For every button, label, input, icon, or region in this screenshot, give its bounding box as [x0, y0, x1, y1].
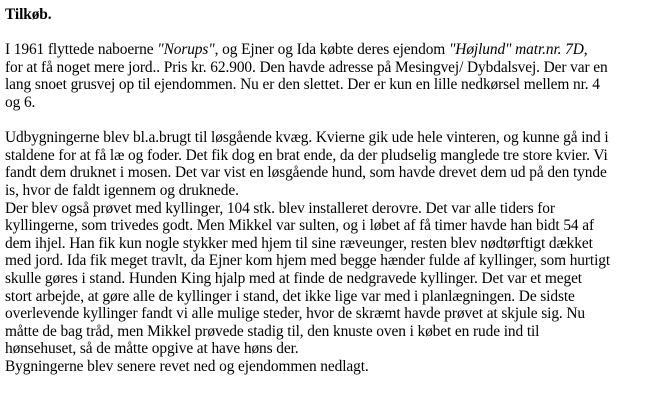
text-line: staldene for at få læ og foder. Det fik dog en brat ende, da der pludselig manglede tre store kvier. Vi	[5, 146, 608, 164]
text-run-italic: "Norups"	[157, 41, 215, 59]
paragraph-demolition	[5, 358, 649, 376]
paragraph-chickens	[5, 200, 649, 358]
text-line: hønsehuset, så de måtte opgive at have høns der.	[5, 340, 299, 358]
document-title: Tilkøb.	[5, 6, 52, 23]
text-line	[5, 41, 649, 59]
text-line: med jord. Ida fik meget travlt, da Ejner kom hjem med begge hænder fulde af kyllinger, som hurtigt	[5, 252, 611, 270]
text-line: Udbygningerne blev bl.a.brugt til løsgående kvæg. Kvierne gik ude hele vinteren, og kunne gå ind i	[5, 129, 609, 147]
text-line: måtte de bag tråd, men Mikkel prøvede stadig til, den knuste oven i købet en rude ind til	[5, 322, 540, 340]
text-line: is, hvor de faldt igennem og druknede.	[5, 181, 239, 199]
text-run: , og Ejner og Ida købte deres ejendom	[214, 41, 449, 59]
text-line: og 6.	[5, 93, 36, 111]
text-run: I 1961 flyttede naboerne	[5, 41, 158, 59]
text-line: Bygningerne blev senere revet ned og ejendommen nedlagt.	[5, 357, 369, 375]
paragraph-gap	[5, 112, 649, 130]
text-line: skulle gøres i stand. Hunden King hjalp med at finde de nedgravede kyllinger. Det var et meget	[5, 269, 582, 287]
text-line: Der blev også prøvet med kyllinger, 104 stk. blev installeret derovre. Det var alle tiders for	[5, 199, 555, 217]
text-line: dem ihjel. Han fik kun nogle stykker med hjem til sine rævеunger, resten blev nødtørftigt dækket	[5, 234, 593, 252]
text-line: lang snoet grusvej op til ejendommen. Nu er den slettet. Der er kun en lille nedkørsel mellem nr. 4	[5, 76, 600, 94]
paragraph-purchase	[5, 41, 649, 111]
text-line: fandt dem druknet i mosen. Det var vist en løsgående hund, som havde drevet dem ud på den tynde	[5, 164, 607, 182]
paragraph-cattle	[5, 129, 649, 199]
text-line: kyllingerne, som trivedes godt. Men Mikkel var sulten, og i løbet af få timer havde han bidt 54 af	[5, 217, 595, 235]
text-run-italic: matr.nr. 7D,	[515, 41, 588, 59]
text-line: stort arbejde, at gøre alle de kyllinger i stand, det ikke lige var med i planlægningen. De sidste	[5, 287, 575, 305]
text-run-italic: "Højlund"	[448, 41, 512, 59]
text-line: for at få noget mere jord.. Pris kr. 62.900. Den havde adresse på Mesingvej/ Dybdalsvej. Der var en	[5, 58, 608, 76]
text-line: overlevende kyllinger fandt vi alle mulige steder, hvor de skræmt havde prøvet at skjule sig. Nu	[5, 305, 586, 323]
